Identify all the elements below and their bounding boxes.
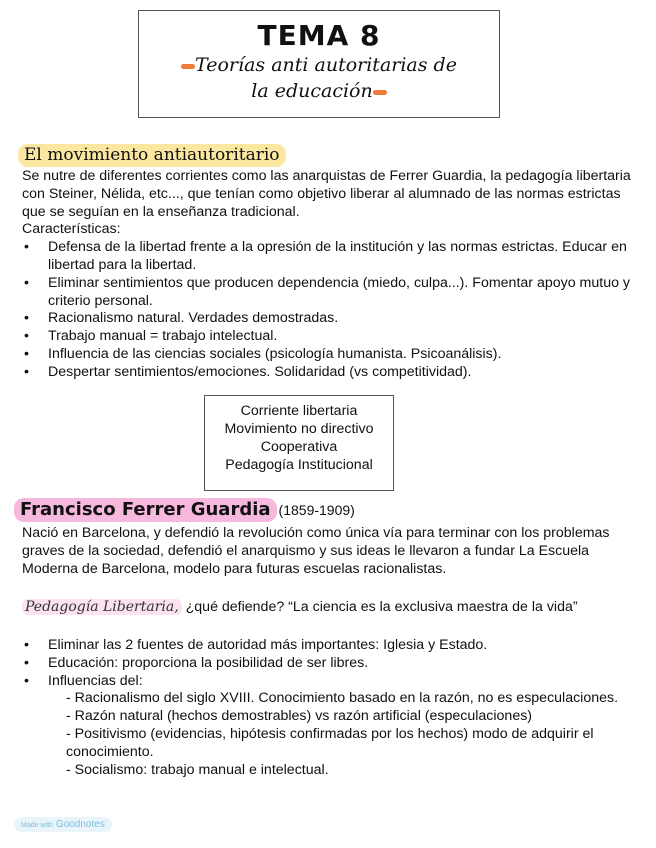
influence-item: - Positivismo (evidencias, hipótesis confirmadas por los hechos) modo de adquirir el conocimiento. <box>66 725 594 760</box>
heading-years: (1859-1909) <box>278 502 355 518</box>
pedagogy-list <box>22 637 642 690</box>
box-line: Cooperativa <box>260 439 338 455</box>
list-item: • Educación: proporciona la posibilidad de ser libres. <box>22 655 642 673</box>
influence-item: - Racionalismo del siglo XVIII. Conocimiento basado en la razón, no es especulaciones. <box>66 690 619 707</box>
section1-paragraph: Se nutre de diferentes corrientes como las anarquistas de Ferrer Guardia, la pedagogía libertaria con Steiner, Nélida, etc..., que tenían como objetivo liberar al alumnado de las normas estrictas que se seguían en la enseñanza tradicional. <box>22 168 631 220</box>
orange-dash-left <box>181 64 195 69</box>
topic-number: TEMA 8 <box>257 19 381 52</box>
box-line: Movimiento no directivo <box>224 421 374 437</box>
subtitle-text-1: Teorías anti autoritarias de <box>195 54 457 76</box>
box-line: Pedagogía Institucional <box>225 457 373 473</box>
list-item: • Eliminar las 2 fuentes de autoridad más importantes: Iglesia y Estado. <box>22 637 642 655</box>
topic-subtitle-line1 <box>139 52 499 78</box>
influence-item: - Razón natural (hechos demostrables) vs razón artificial (especulaciones) <box>66 708 533 725</box>
section-heading-ferrer <box>14 498 355 522</box>
influence-item: - Socialismo: trabajo manual e intelectual. <box>66 761 329 778</box>
list-item: • Despertar sentimientos/emociones. Solidaridad (vs competitividad). <box>22 364 642 382</box>
list-item: • Racionalismo natural. Verdades demostradas. <box>22 310 642 328</box>
characteristics-list <box>22 239 642 381</box>
list-item: • Eliminar sentimientos que producen dependencia (miedo, culpa...). Fomentar apoyo mutuo y criterio personal. <box>22 275 642 311</box>
badge-prefix: Made with <box>21 822 53 829</box>
badge-brand: Goodnotes <box>55 819 105 830</box>
list-item: • Defensa de la libertad frente a la opresión de la institución y las normas estrictas. Educar en libertad para la libertad. <box>22 239 642 275</box>
section1-body <box>22 168 642 382</box>
pedagogy-line <box>22 598 622 617</box>
section-heading-movimiento <box>18 144 286 167</box>
list-item: • Influencia de las ciencias sociales (psicología humanista. Psicoanálisis). <box>22 346 642 364</box>
section2-paragraph: Nació en Barcelona, y defendió la revolución como única vía para terminar con los problemas graves de la sociedad, defendió el anarquismo y sus ideas le llevaron a fundar La Escuela Moderna de Barcelona, modelo para futuras escuelas racionalistas. <box>22 525 610 577</box>
heading-highlight: El movimiento antiautoritario <box>18 144 286 167</box>
goodnotes-badge <box>14 817 112 832</box>
currents-box <box>204 395 394 491</box>
box-line: Corriente libertaria <box>240 403 358 419</box>
section2-list-block <box>22 637 642 779</box>
list-item: • Influencias del: <box>22 673 642 691</box>
pedagogy-label: Pedagogía Libertaria, <box>22 599 182 615</box>
subtitle-text-2: la educación <box>251 80 373 102</box>
list-item: • Trabajo manual = trabajo intelectual. <box>22 328 642 346</box>
characteristics-label: Características: <box>22 221 121 238</box>
pedagogy-question: ¿qué defiende? “La ciencia es la exclusiva maestra de la vida” <box>185 599 578 615</box>
heading-highlight: Francisco Ferrer Guardia <box>14 498 277 522</box>
topic-subtitle-line2 <box>139 78 499 104</box>
orange-dash-right <box>373 90 387 95</box>
title-box <box>138 10 500 118</box>
